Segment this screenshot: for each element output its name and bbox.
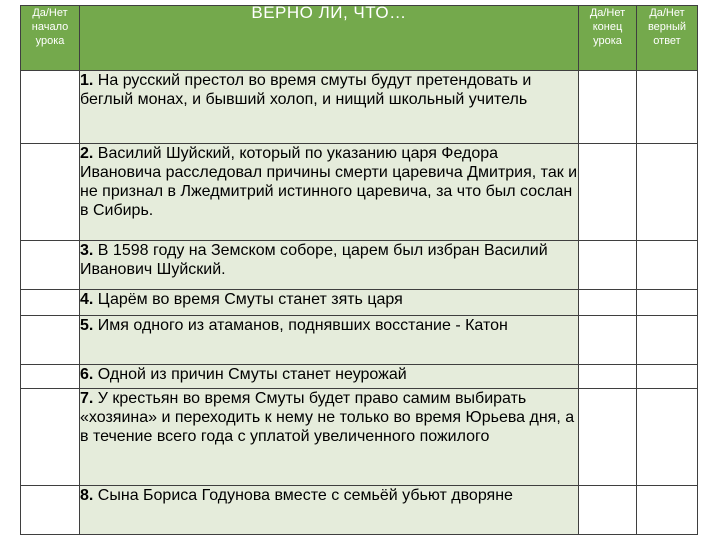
header-answer-line: Да/Нет <box>649 7 685 19</box>
correct-answer-cell[interactable] <box>637 289 698 315</box>
start-answer-cell[interactable] <box>21 316 80 365</box>
correct-answer-cell[interactable] <box>637 241 698 290</box>
question-text-2 <box>80 143 579 240</box>
end-answer-cell[interactable] <box>579 364 637 388</box>
correct-answer-cell[interactable] <box>637 143 698 240</box>
header-end-line: Да/Нет <box>589 7 626 19</box>
question-number: 1. <box>80 71 94 89</box>
header-answer-line: ответ <box>653 35 681 47</box>
start-answer-cell[interactable] <box>21 70 80 143</box>
header-title: ВЕРНО ЛИ, ЧТО… <box>80 6 579 71</box>
question-number: 7. <box>80 390 94 408</box>
correct-answer-cell[interactable] <box>637 70 698 143</box>
start-answer-cell[interactable] <box>21 364 80 388</box>
question-number: 8. <box>80 487 94 505</box>
quiz-table <box>20 5 698 535</box>
header-end-line: конец <box>592 21 623 33</box>
question-text-4 <box>80 289 579 315</box>
question-row <box>21 316 698 365</box>
question-row <box>21 70 698 143</box>
question-text-3 <box>80 241 579 290</box>
end-answer-cell[interactable] <box>579 143 637 240</box>
start-answer-cell[interactable] <box>21 143 80 240</box>
end-answer-cell[interactable] <box>579 316 637 365</box>
header-correct-answer <box>637 6 698 71</box>
header-row <box>21 6 698 71</box>
correct-answer-cell[interactable] <box>637 364 698 388</box>
question-text: Одной из причин Смуты станет неурожай <box>97 365 407 383</box>
end-answer-cell[interactable] <box>579 70 637 143</box>
header-start-line: урока <box>35 35 65 47</box>
question-number: 4. <box>80 290 94 308</box>
question-text: Василий Шуйский, который по указанию царя Федора Ивановича расследовал причины смерти царевича Дмитрия, так и не признал в Лжедмитрий истинного царевича, за что был сослан в Сибирь. <box>80 144 578 219</box>
question-text: У крестьян во время Смуты будет право самим выбирать «хозяина» и переходить к нему не только во время Юрьева дня, а в течение всего года с уплатой увеличенного пожилого <box>80 390 575 446</box>
question-text: На русский престол во время смуты будут претендовать и беглый монах, и бывший холоп, и нищий школьный учитель <box>80 71 532 108</box>
question-text-6 <box>80 364 579 388</box>
start-answer-cell[interactable] <box>21 486 80 535</box>
question-text-8 <box>80 486 579 535</box>
correct-answer-cell[interactable] <box>637 389 698 486</box>
header-answer-line: верный <box>647 21 687 33</box>
question-number: 5. <box>80 317 94 335</box>
correct-answer-cell[interactable] <box>637 486 698 535</box>
question-text-5 <box>80 316 579 365</box>
header-start-line: Да/Нет <box>32 7 68 19</box>
header-end-of-lesson <box>579 6 637 71</box>
start-answer-cell[interactable] <box>21 241 80 290</box>
question-number: 2. <box>80 144 94 162</box>
question-number: 6. <box>80 365 94 383</box>
question-number: 3. <box>80 242 94 260</box>
end-answer-cell[interactable] <box>579 389 637 486</box>
question-row <box>21 241 698 290</box>
question-row <box>21 364 698 388</box>
question-text: В 1598 году на Земском соборе, царем был избран Василий Иванович Шуйский. <box>80 242 548 279</box>
question-text: Имя одного из атаманов, поднявших восстание - Катон <box>97 317 508 335</box>
header-start-line: начало <box>31 21 69 33</box>
correct-answer-cell[interactable] <box>637 316 698 365</box>
question-row <box>21 289 698 315</box>
start-answer-cell[interactable] <box>21 389 80 486</box>
question-row <box>21 486 698 535</box>
question-text: Царём во время Смуты станет зять царя <box>97 290 403 308</box>
question-text-1 <box>80 70 579 143</box>
question-row <box>21 143 698 240</box>
header-start-of-lesson <box>21 6 80 71</box>
question-row <box>21 389 698 486</box>
end-answer-cell[interactable] <box>579 289 637 315</box>
start-answer-cell[interactable] <box>21 289 80 315</box>
end-answer-cell[interactable] <box>579 486 637 535</box>
question-text-7 <box>80 389 579 486</box>
end-answer-cell[interactable] <box>579 241 637 290</box>
header-end-line: урока <box>593 35 622 47</box>
question-text: Сына Бориса Годунова вместе с семьёй убьют дворяне <box>97 487 513 505</box>
